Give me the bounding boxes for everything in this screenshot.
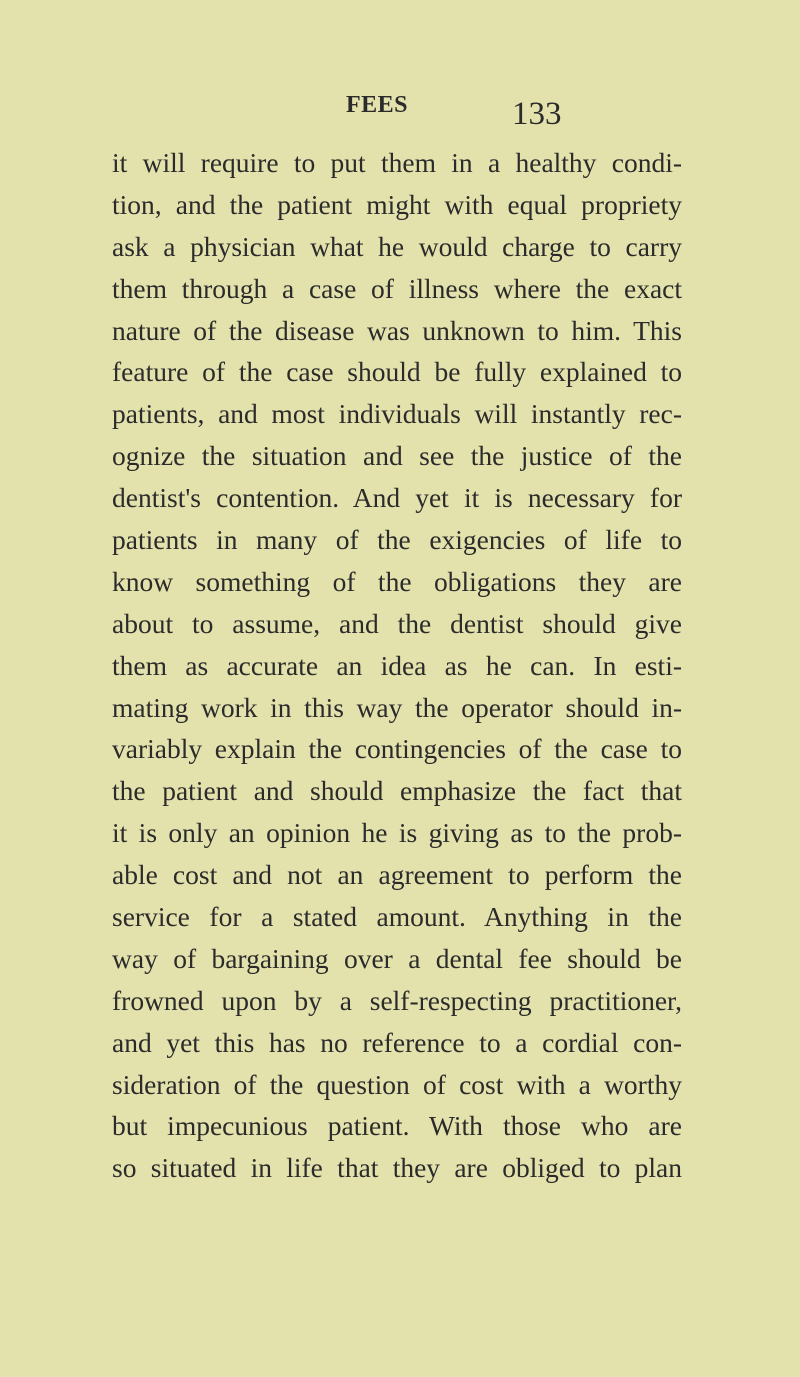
text-line: patients, and most individuals will instantly rec- <box>112 398 682 430</box>
text-line: mating work in this way the operator should in- <box>112 691 682 723</box>
text-line: know something of the obligations they are <box>112 565 682 597</box>
text-line: able cost and not an agreement to perform the <box>112 859 682 891</box>
text-line: it will require to put them in a healthy condi- <box>112 147 682 178</box>
text-line: so situated in life that they are obliged to plan <box>112 1152 682 1184</box>
text-line: them as accurate an idea as he can. In esti- <box>112 649 682 681</box>
text-line: frowned upon by a self-respecting practitioner, <box>112 984 682 1016</box>
text-line: service for a stated amount. Anything in the <box>112 901 682 933</box>
body-text <box>112 142 682 1189</box>
page-number: 133 <box>512 96 562 132</box>
text-line: them through a case of illness where the exact <box>112 272 682 304</box>
text-line: it is only an opinion he is giving as to the prob- <box>112 817 682 849</box>
text-line: ask a physician what he would charge to carry <box>112 230 682 262</box>
text-line: and yet this has no reference to a cordial con- <box>112 1026 682 1058</box>
text-line: feature of the case should be fully explained to <box>112 356 682 388</box>
text-line: but impecunious patient. With those who are <box>112 1110 682 1142</box>
text-line: way of bargaining over a dental fee should be <box>112 942 682 974</box>
text-line: dentist's contention. And yet it is necessary for <box>112 482 682 514</box>
running-head <box>0 92 800 132</box>
text-line: about to assume, and the dentist should give <box>112 607 682 639</box>
text-line: nature of the disease was unknown to him. This <box>112 314 682 346</box>
text-line: tion, and the patient might with equal propriety <box>112 188 682 220</box>
text-line: patients in many of the exigencies of life to <box>112 524 682 556</box>
running-title: FEES <box>346 92 409 118</box>
text-line: ognize the situation and see the justice of the <box>112 440 682 472</box>
text-line: variably explain the contingencies of the case to <box>112 733 682 765</box>
text-line: sideration of the question of cost with a worthy <box>112 1068 682 1100</box>
text-line: the patient and should emphasize the fact that <box>112 775 682 807</box>
